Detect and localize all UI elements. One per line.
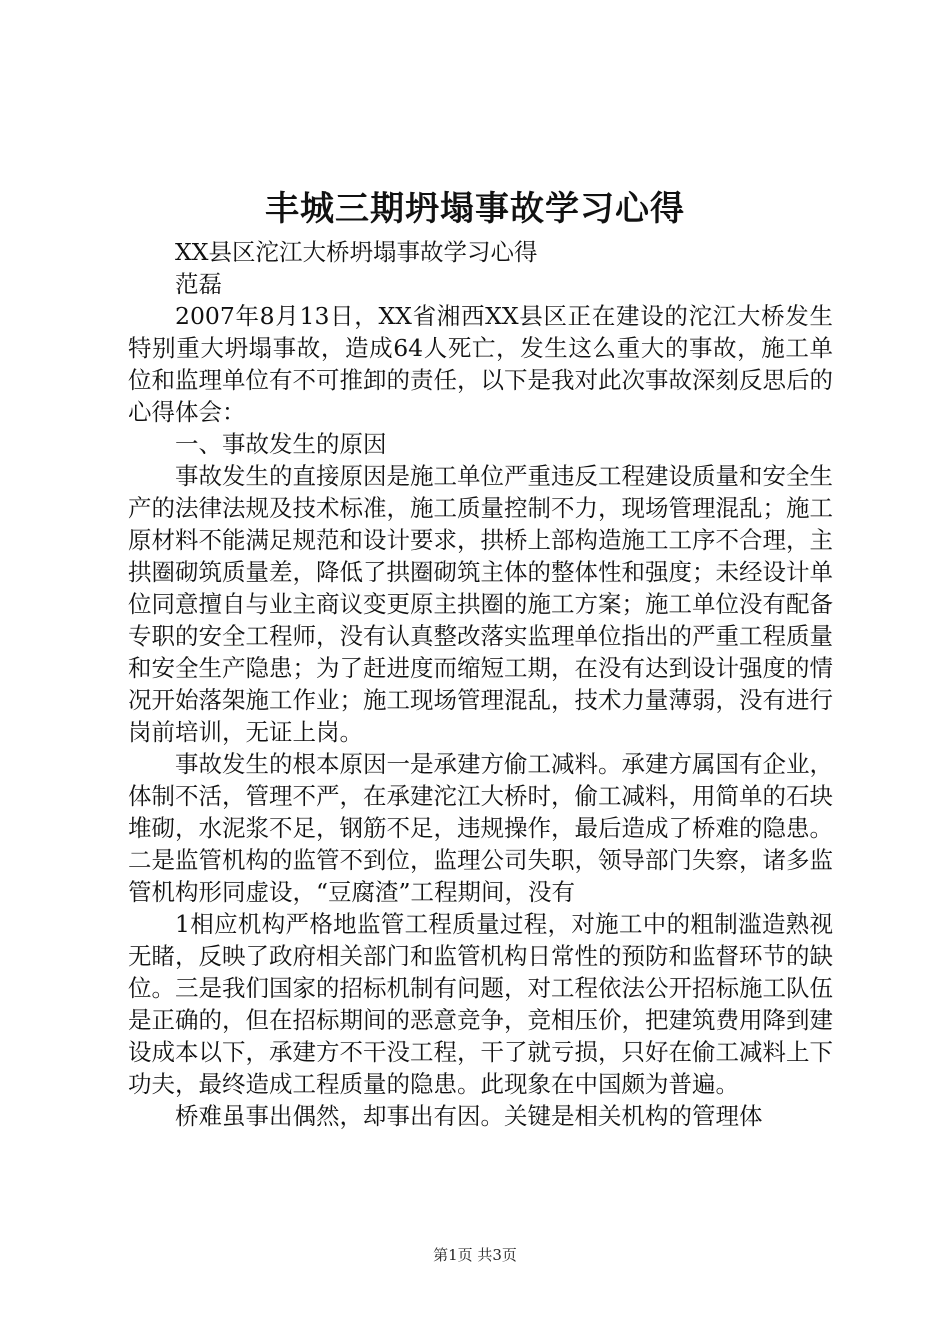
document-body xyxy=(128,236,833,1132)
body-paragraph: 事故发生的根本原因一是承建方偷工减料。承建方属国有企业，体制不活，管理不严，在承建沱江大桥时，偷工减料，用简单的石块堆砌，水泥浆不足，钢筋不足，违规操作，最后造成了桥难的隐患。二是监管机构的监管不到位，监理公司失职，领导部门失察，诸多监管机构形同虚设，“豆腐渣”工程期间，没有 xyxy=(128,750,833,906)
body-paragraph: 2007年8月13日，XX省湘西XX县区正在建设的沱江大桥发生特别重大坍塌事故，造成64人死亡，发生这么重大的事故，施工单位和监理单位有不可推卸的责任，以下是我对此次事故深刻反思后的心得体会： xyxy=(128,302,833,426)
body-paragraph: 事故发生的直接原因是施工单位严重违反工程建设质量和安全生产的法律法规及技术标准，施工质量控制不力，现场管理混乱；施工原材料不能满足规范和设计要求，拱桥上部构造施工工序不合理，主拱圈砌筑质量差，降低了拱圈砌筑主体的整体性和强度；未经设计单位同意擅自与业主商议变更原主拱圈的施工方案；施工单位没有配备专职的安全工程师，没有认真整改落实监理单位指出的严重工程质量和安全生产隐患；为了赶进度而缩短工期，在没有达到设计强度的情况开始落架施工作业；施工现场管理混乱，技术力量薄弱，没有进行岗前培训，无证上岗。 xyxy=(128,462,833,746)
section-heading: 一、事故发生的原因 xyxy=(175,430,387,458)
subtitle-paragraph: XX县区沱江大桥坍塌事故学习心得 xyxy=(175,238,538,266)
body-paragraph: 桥难虽事出偶然，却事出有因。关键是相关机构的管理体 xyxy=(175,1102,763,1130)
document-title: 丰城三期坍塌事故学习心得 xyxy=(265,189,685,229)
body-paragraph: 1相应机构严格地监管工程质量过程，对施工中的粗制滥造熟视无睹，反映了政府相关部门和监管机构日常性的预防和监督环节的缺位。三是我们国家的招标机制有问题，对工程依法公开招标施工队伍是正确的，但在招标期间的恶意竞争，竞相压价，把建筑费用降到建设成本以下，承建方不干没工程，干了就亏损，只好在偷工减料上下功夫，最终造成工程质量的隐患。此现象在中国颇为普遍。 xyxy=(128,910,833,1098)
page-footer: 第1页 共3页 xyxy=(433,1246,517,1264)
author-paragraph: 范磊 xyxy=(175,270,222,298)
